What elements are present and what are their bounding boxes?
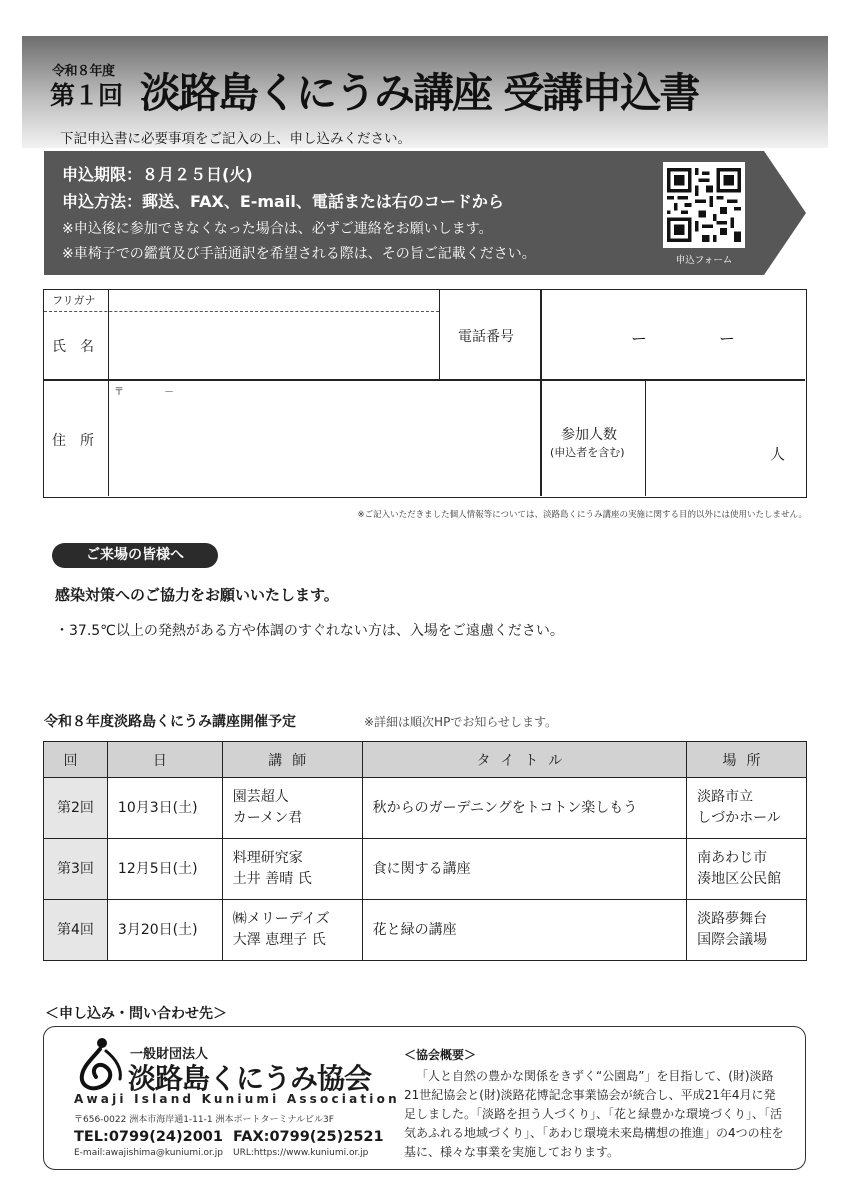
lecturer-name: 土井 善晴 氏 — [232, 871, 312, 887]
cancel-note: ※申込後に参加できなくなった場合は、必ずご連絡をお願いします。 — [62, 221, 493, 237]
schedule-table — [43, 741, 807, 961]
mid-column-divider — [540, 290, 542, 496]
name-field[interactable] — [105, 312, 438, 378]
address-label: 住 所 — [52, 433, 94, 449]
lecturer-cell — [222, 778, 362, 839]
date-cell: 10月3日(土) — [107, 778, 222, 839]
session-cell: 第3回 — [44, 839, 108, 900]
place-line-1: 南あわじ市 — [697, 850, 768, 866]
org-email-link[interactable]: E-mail:awajishima@kuniumi.or.jp — [74, 1148, 223, 1158]
count-divider — [645, 379, 646, 496]
col-header-lecturer: 講師 — [222, 742, 362, 778]
participants-field[interactable] — [648, 380, 805, 496]
participants-note: (申込者を含む) — [550, 446, 625, 459]
session-cell: 第4回 — [44, 900, 108, 961]
place-line-1: 淡路夢舞台 — [697, 911, 768, 927]
address-field[interactable] — [108, 380, 540, 496]
place-cell — [687, 778, 807, 839]
lecturer-affiliation: ㈱メリーデイズ — [232, 911, 330, 927]
participants-unit: 人 — [770, 445, 786, 463]
page-title: 淡路島くにうみ講座 受講申込書 — [140, 69, 699, 117]
org-address: 〒656-0022 洲本市海岸通1-11-1 洲本ポートターミナルビル3F — [74, 1115, 334, 1125]
place-cell — [687, 839, 807, 900]
phone-dash-1: ー — [631, 329, 648, 348]
org-type: 一般財団法人 — [130, 1047, 209, 1062]
name-label: 氏 名 — [52, 339, 94, 355]
col-header-date: 日 — [107, 742, 222, 778]
association-logo-icon — [76, 1035, 128, 1097]
lecturer-affiliation: 料理研究家 — [232, 850, 303, 866]
about-title: ＜協会概要＞ — [404, 1048, 477, 1062]
phone-label-divider — [439, 290, 440, 379]
qr-code-icon[interactable] — [663, 162, 745, 248]
lecturer-cell — [222, 900, 362, 961]
place-line-2: しづかホール — [697, 810, 781, 826]
date-cell: 12月5日(土) — [107, 839, 222, 900]
date-cell: 3月20日(土) — [107, 900, 222, 961]
notice-heading: 感染対策へのご協力をお願いいたします。 — [55, 586, 339, 604]
title-cell: 花と緑の講座 — [362, 900, 687, 961]
place-line-2: 国際会議場 — [697, 932, 768, 948]
lecturer-cell — [222, 839, 362, 900]
notice-badge: ご来場の皆様へ — [52, 543, 218, 568]
intro-text: 下記申込書に必要事項をご記入の上、申し込みください。 — [60, 131, 411, 147]
table-row — [44, 778, 807, 839]
col-header-session: 回 — [44, 742, 108, 778]
method-text: 申込方法：郵送、FAX、E-mail、電話または右のコードから — [62, 192, 504, 211]
schedule-header-row — [44, 742, 807, 778]
org-phone: TEL:0799(24)2001 — [74, 1129, 223, 1145]
privacy-note: ※ご記入いただきました個人情報等については、淡路島くにうみ講座の実施に関する目的以外には使用いたしません。 — [357, 510, 807, 520]
org-name-english: Awaji Island Kuniumi Association — [74, 1092, 400, 1106]
notice-item: ・37.5℃以上の発熱がある方や体調のすぐれない方は、入場をご遠慮ください。 — [55, 623, 564, 639]
place-line-2: 湊地区公民館 — [697, 871, 782, 887]
session-number: 第１回 — [50, 81, 123, 110]
session-cell: 第2回 — [44, 778, 108, 839]
phone-dash-2: ー — [719, 329, 736, 348]
phone-label: 電話番号 — [458, 329, 514, 345]
lecturer-name: 大澤 恵理子 氏 — [232, 932, 326, 948]
schedule-title: 令和８年度淡路島くにうみ講座開催予定 — [44, 714, 296, 730]
title-cell: 食に関する講座 — [362, 839, 687, 900]
org-fax: FAX:0799(25)2521 — [233, 1129, 384, 1145]
qr-label: 申込フォーム — [675, 255, 733, 266]
participants-label: 参加人数 — [561, 427, 617, 443]
phone-field[interactable] — [545, 292, 805, 378]
about-text: 「人と自然の豊かな関係をきずく“公園島”」を目指して、(財)淡路21世紀協会と(財)淡路花博記念事業協会が統合し、平成21年4月に発足しました。「淡路を担う人づくり」、「花と緑豊かな環境づくり」、「活気あふれる地域づくり」、「あわじ環境未来島構想の推進」の4つの柱を基に、様々な事業を実施しております。 — [404, 1069, 784, 1159]
org-name: 淡路島くにうみ協会 — [128, 1062, 372, 1095]
table-row — [44, 839, 807, 900]
title-cell: 秋からのガーデニングをトコトン楽しもう — [362, 778, 687, 839]
fiscal-year: 令和８年度 — [52, 64, 115, 79]
lecturer-name: カーメン君 — [232, 810, 303, 826]
furigana-label: フリガナ — [52, 294, 96, 307]
place-line-1: 淡路市立 — [697, 789, 754, 805]
lecturer-affiliation: 園芸超人 — [232, 789, 289, 805]
contact-title: ＜申し込み・問い合わせ先＞ — [45, 1006, 227, 1022]
table-row — [44, 900, 807, 961]
wheelchair-note: ※車椅子での鑑賞及び手話通訳を希望される際は、その旨ご記載ください。 — [62, 246, 536, 262]
col-header-title: タイトル — [362, 742, 687, 778]
deadline-text: 申込期限：８月２５日(火) — [62, 165, 253, 184]
col-header-place: 場所 — [687, 742, 807, 778]
schedule-note: ※詳細は順次HPでお知らせします。 — [364, 715, 557, 729]
postal-code-label: 〒 － — [114, 387, 174, 398]
place-cell — [687, 900, 807, 961]
org-website-link[interactable]: URL:https://www.kuniumi.or.jp — [233, 1148, 369, 1158]
